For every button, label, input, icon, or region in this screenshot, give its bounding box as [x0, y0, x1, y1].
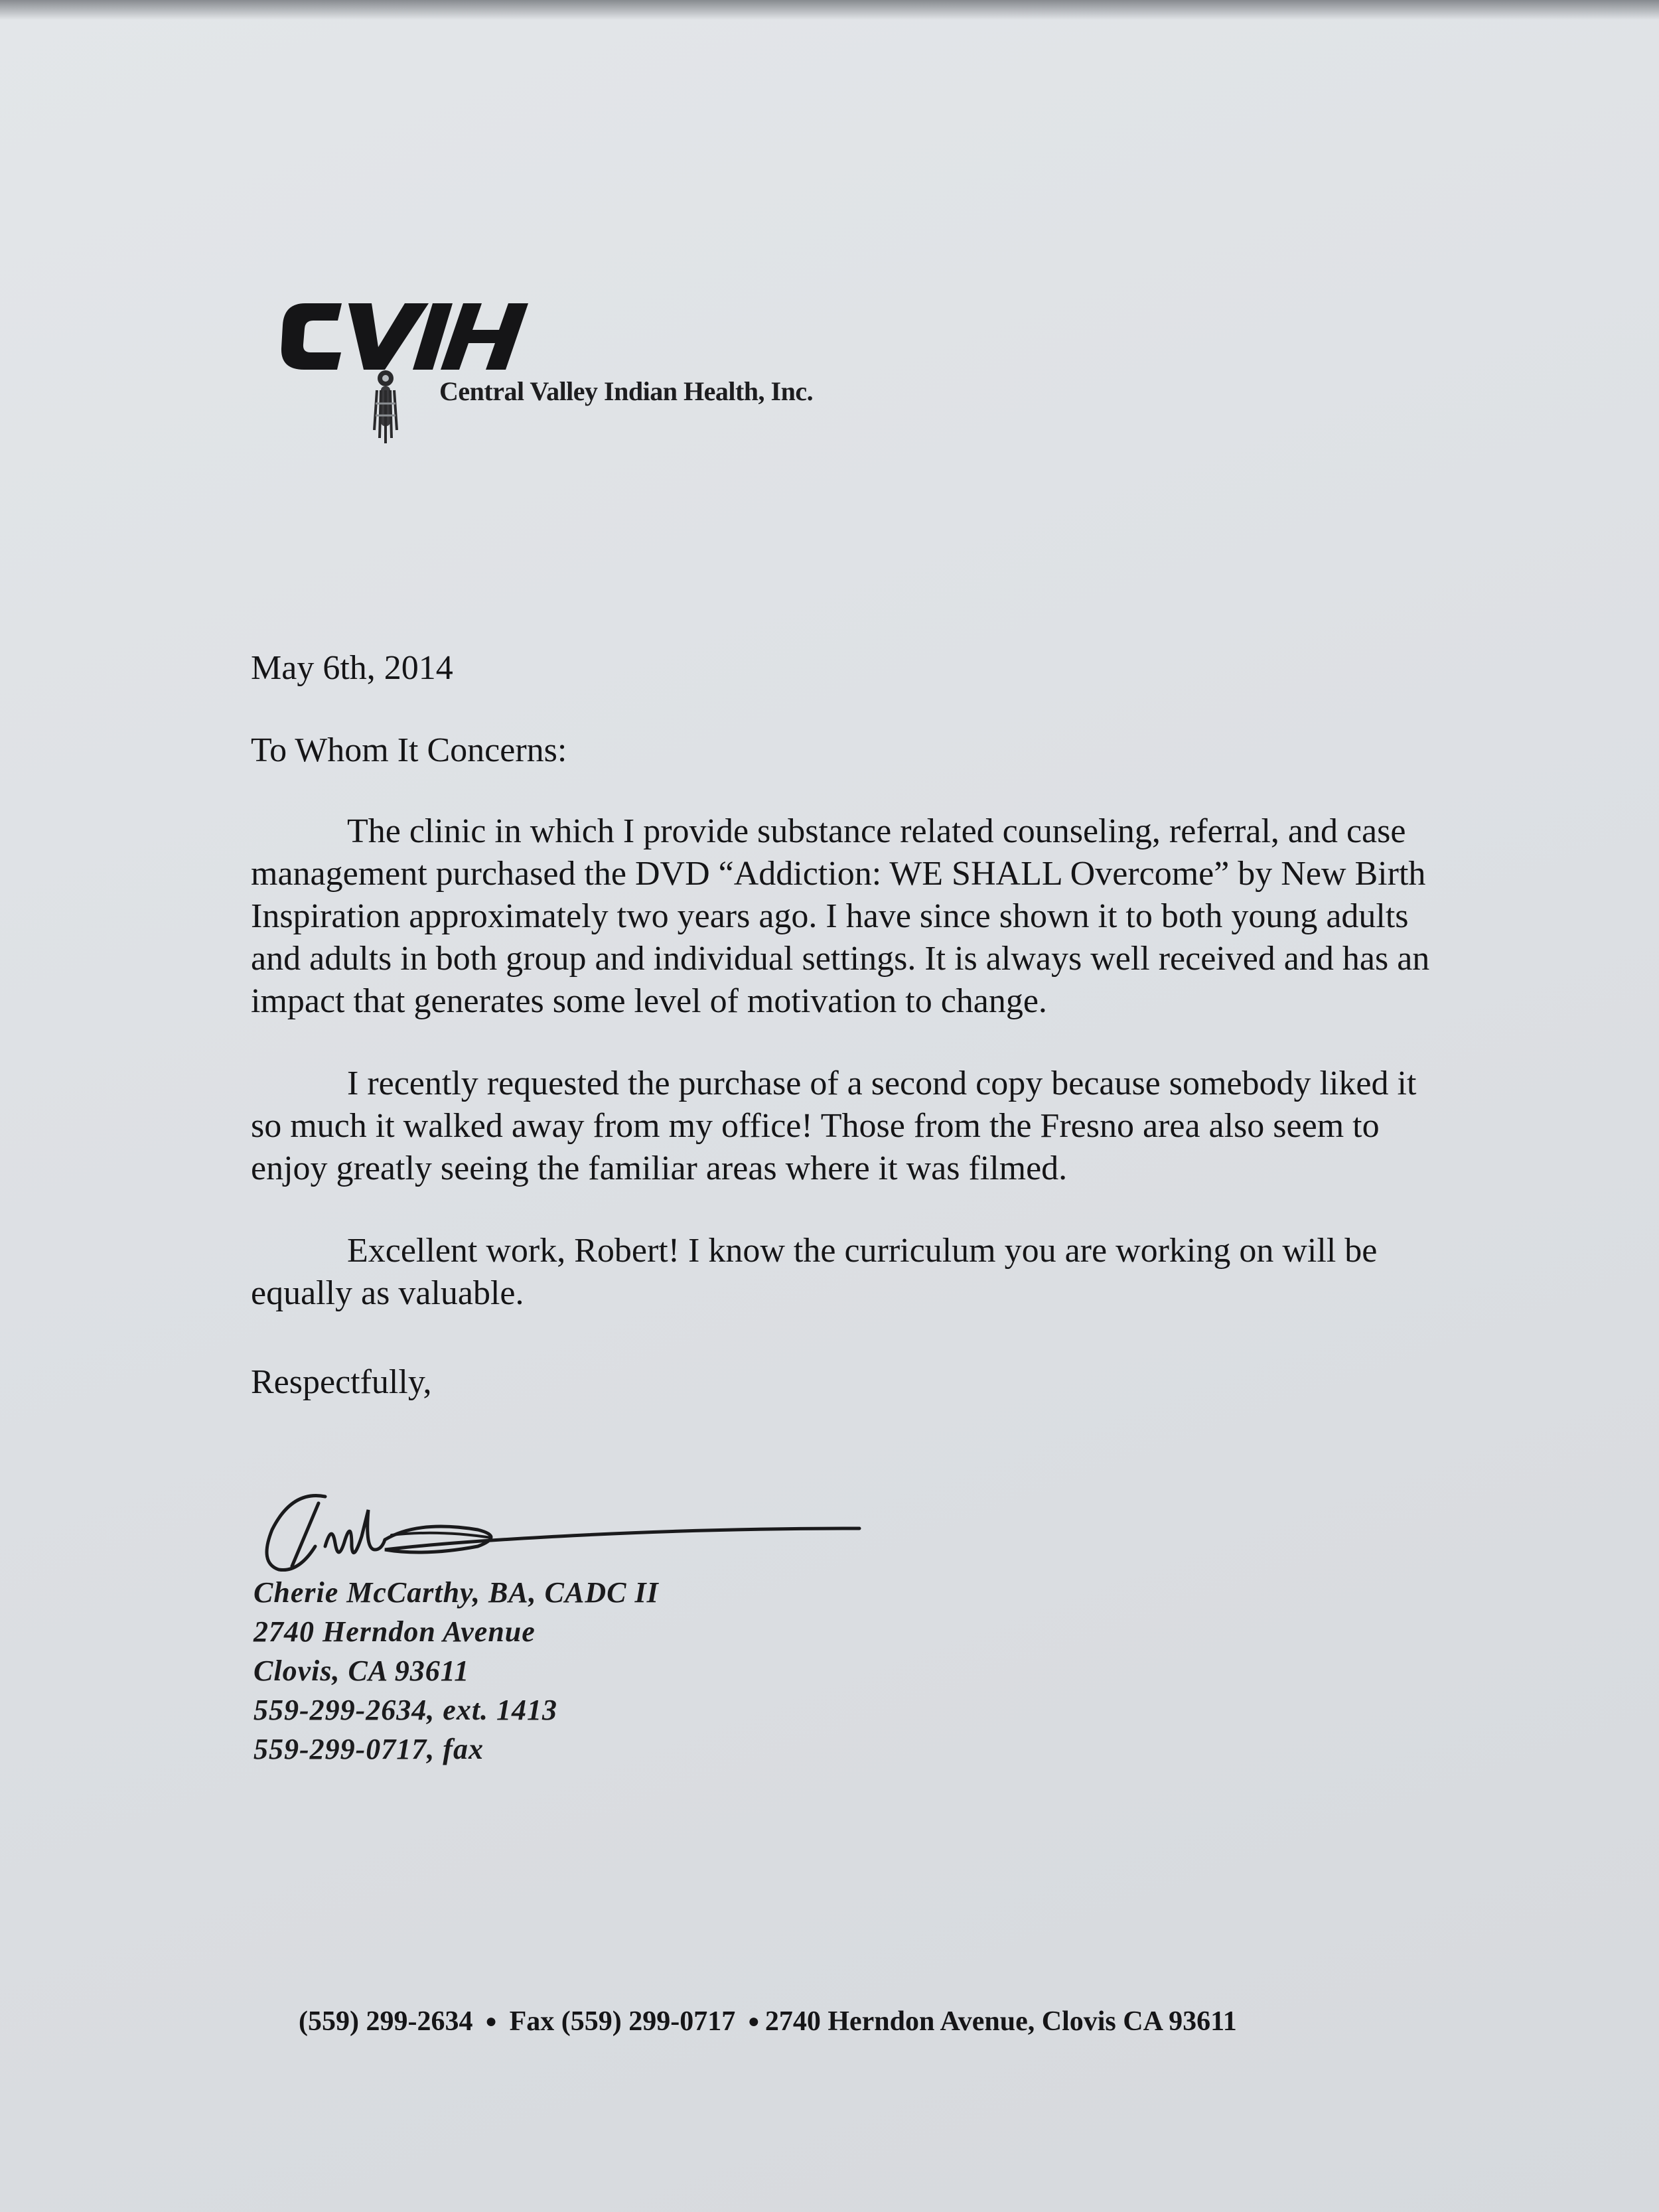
- letter-date: May 6th, 2014: [251, 649, 453, 687]
- footer-fax: Fax (559) 299-0717: [509, 2006, 736, 2037]
- letter-body: [251, 647, 1432, 1404]
- signer-street: 2740 Herndon Avenue: [253, 1615, 536, 1648]
- cvih-logo: [279, 295, 531, 382]
- paragraph-3: Excellent work, Robert! I know the curriculum you are working on will be equally as valuable.: [251, 1232, 1378, 1312]
- page-edge-shadow: [0, 0, 1659, 20]
- handwritten-signature-icon: [252, 1483, 876, 1583]
- salutation: To Whom It Concerns:: [251, 731, 567, 769]
- footer-separator-2: ●: [747, 2010, 760, 2032]
- signature-block: [253, 1573, 659, 1769]
- closing: Respectfully,: [251, 1363, 432, 1401]
- organization-name: Central Valley Indian Health, Inc.: [439, 376, 814, 406]
- footer-address: 2740 Herndon Avenue, Clovis CA 93611: [764, 2006, 1237, 2037]
- footer-separator-1: ●: [484, 2010, 498, 2032]
- signer-city: Clovis, CA 93611: [253, 1655, 470, 1687]
- feather-emblem-icon: [369, 364, 402, 450]
- signer-fax: 559-299-0717, fax: [253, 1733, 484, 1765]
- paragraph-1: The clinic in which I provide substance related counseling, referral, and case management purchased the DVD “Addiction: WE SHALL Overcome” by New Birth Inspiration approximately two years ago. I have since shown it to both young adults and adults in both group and individual settings. It is always well received and has an impact that generates some level of motivation to change.: [251, 812, 1430, 1020]
- letterhead-footer: [299, 2006, 1237, 2037]
- paragraph-2: I recently requested the purchase of a second copy because somebody liked it so much it walked away from my office! Those from the Fresno area also seem to enjoy greatly seeing the familiar areas where it was filmed.: [251, 1065, 1417, 1187]
- signer-name: Cherie McCarthy, BA, CADC II: [253, 1576, 659, 1609]
- signer-phone: 559-299-2634, ext. 1413: [253, 1694, 558, 1726]
- footer-phone: (559) 299-2634: [299, 2006, 473, 2037]
